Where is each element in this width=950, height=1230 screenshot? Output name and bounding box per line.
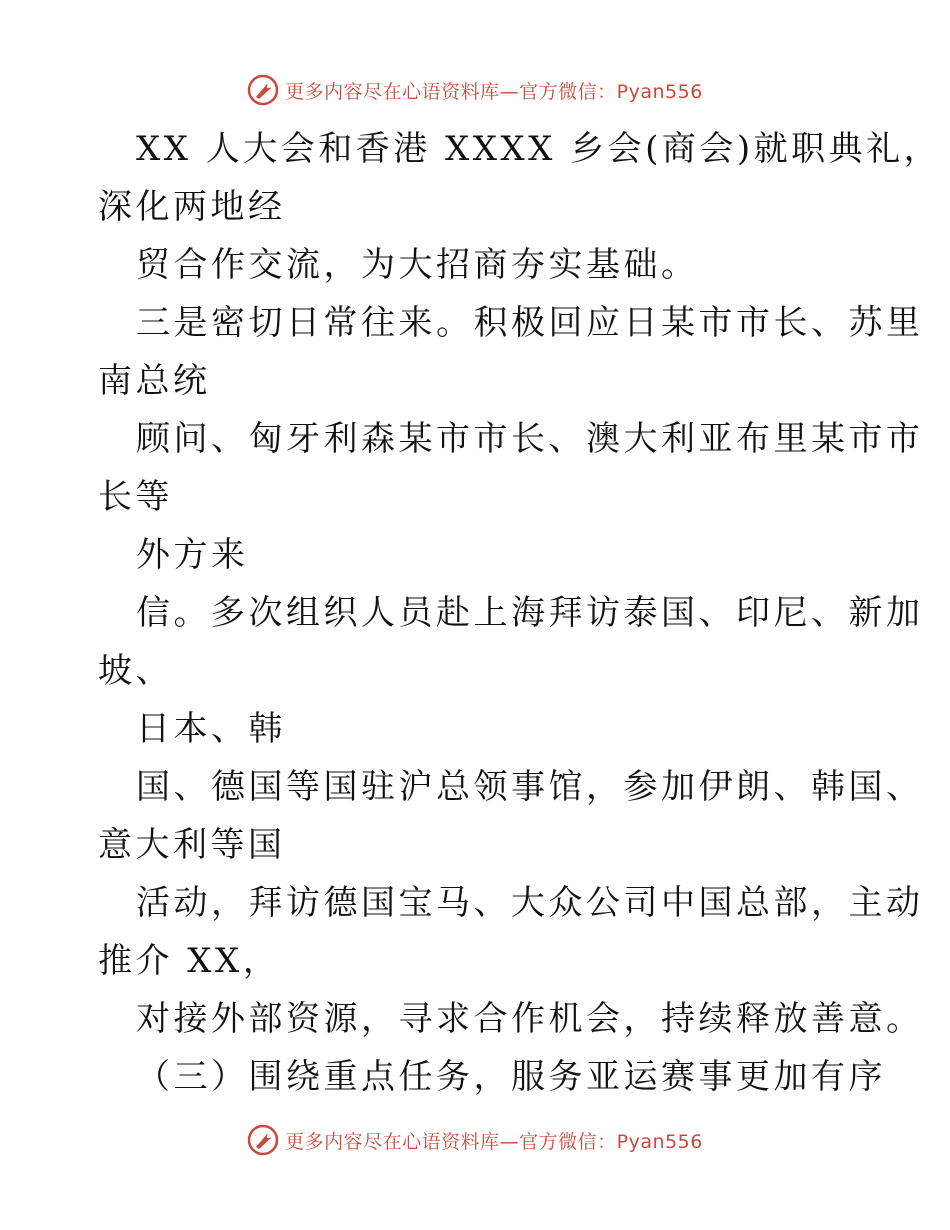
text-line: 深化两地经 [98,187,286,227]
text-line: （三）围绕重点任务，服务亚运赛事更加有序 [136,1057,886,1097]
watermark-inner [247,74,703,106]
text-line: 推介 XX， [98,941,281,981]
text-line: 活动，拜访德国宝马、大众公司中国总部，主动 [136,883,924,923]
watermark-text: 更多内容尽在心语资料库—官方微信：Pyan556 [285,1130,703,1153]
text-line: 三是密切日常往来。积极回应日某市市长、苏里 [136,303,924,343]
text-line: 外方来 [136,535,249,575]
text-line: 日本、韩 [136,709,286,749]
text-line: XX 人大会和香港 XXXX 乡会(商会)就职典礼， [136,129,942,169]
watermark-footer [0,1120,950,1160]
text-line: 信。多次组织人员赴上海拜访泰国、印尼、新加 [136,593,924,633]
text-line: 坡、 [98,651,173,691]
watermark-header [0,70,950,110]
text-line: 对接外部资源，寻求合作机会，持续释放善意。 [136,999,924,1039]
text-line: 贸合作交流，为大招商夯实基础。 [136,245,699,285]
pen-nib-logo-icon [247,1124,279,1156]
pen-nib-logo-icon [247,74,279,106]
text-line: 南总统 [98,361,211,401]
watermark-text: 更多内容尽在心语资料库—官方微信：Pyan556 [285,80,703,103]
text-line: 长等 [98,477,173,517]
text-line: 意大利等国 [98,825,286,865]
watermark-inner [247,1124,703,1156]
document-body [98,120,942,1106]
text-line: 国、德国等国驻沪总领事馆，参加伊朗、韩国、 [136,767,924,807]
text-line: 顾问、匈牙利森某市市长、澳大利亚布里某市市 [136,419,924,459]
